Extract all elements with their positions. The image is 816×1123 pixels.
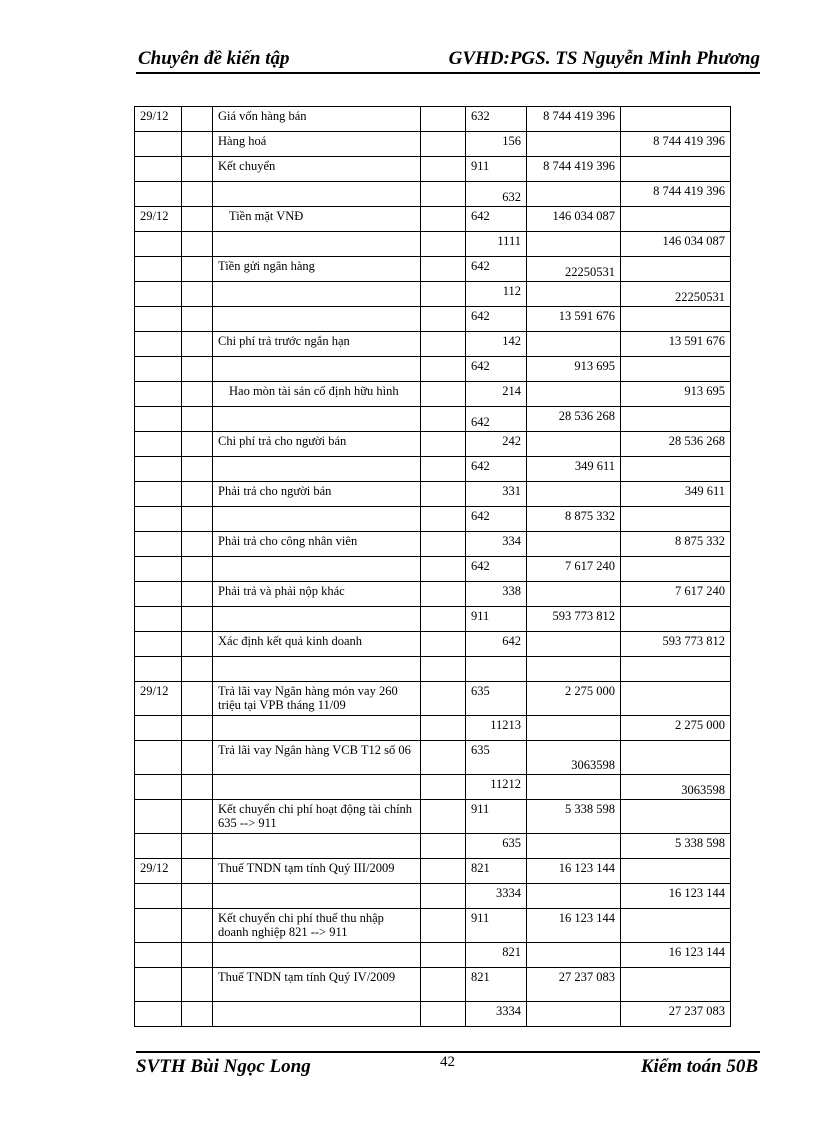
- description-cell: Thuế TNDN tạm tính Quý IV/2009: [213, 968, 421, 1002]
- spacer-cell: [421, 1002, 466, 1027]
- table-row: [135, 775, 731, 800]
- credit-cell: 913 695: [621, 382, 731, 407]
- account-cell: 642: [466, 307, 527, 332]
- debit-cell: 22250531: [527, 257, 621, 282]
- mark-cell: [182, 457, 213, 482]
- credit-cell: [621, 357, 731, 382]
- table-row: [135, 607, 731, 632]
- header-rule: [136, 72, 760, 74]
- account-cell: 11213: [466, 716, 527, 741]
- table-row: [135, 257, 731, 282]
- date-cell: [135, 943, 182, 968]
- credit-cell: [621, 557, 731, 582]
- credit-cell: [621, 107, 731, 132]
- debit-cell: 13 591 676: [527, 307, 621, 332]
- account-cell: 642: [466, 557, 527, 582]
- mark-cell: [182, 307, 213, 332]
- date-cell: [135, 507, 182, 532]
- spacer-cell: [421, 741, 466, 775]
- account-cell: 642: [466, 457, 527, 482]
- table-row: [135, 582, 731, 607]
- mark-cell: [182, 282, 213, 307]
- debit-cell: [527, 716, 621, 741]
- description-cell: [213, 657, 421, 682]
- table-row: [135, 532, 731, 557]
- credit-cell: 2 275 000: [621, 716, 731, 741]
- debit-cell: [527, 432, 621, 457]
- account-cell: 911: [466, 157, 527, 182]
- date-cell: [135, 232, 182, 257]
- spacer-cell: [421, 834, 466, 859]
- credit-cell: 593 773 812: [621, 632, 731, 657]
- description-cell: Phải trả cho người bán: [213, 482, 421, 507]
- date-cell: [135, 775, 182, 800]
- account-cell: 821: [466, 859, 527, 884]
- table-row: [135, 716, 731, 741]
- mark-cell: [182, 107, 213, 132]
- table-row: [135, 859, 731, 884]
- mark-cell: [182, 775, 213, 800]
- debit-cell: [527, 382, 621, 407]
- debit-cell: [527, 1002, 621, 1027]
- credit-cell: 146 034 087: [621, 232, 731, 257]
- account-cell: 635: [466, 834, 527, 859]
- spacer-cell: [421, 157, 466, 182]
- date-cell: [135, 632, 182, 657]
- credit-cell: 7 617 240: [621, 582, 731, 607]
- account-cell: 642: [466, 257, 527, 282]
- account-cell: 632: [466, 182, 527, 207]
- description-cell: [213, 775, 421, 800]
- spacer-cell: [421, 909, 466, 943]
- date-cell: [135, 182, 182, 207]
- spacer-cell: [421, 357, 466, 382]
- header-advisor: GVHD:PGS. TS Nguyễn Minh Phương: [448, 48, 760, 69]
- account-cell: 635: [466, 741, 527, 775]
- spacer-cell: [421, 382, 466, 407]
- date-cell: [135, 482, 182, 507]
- debit-cell: [527, 657, 621, 682]
- spacer-cell: [421, 800, 466, 834]
- debit-cell: 593 773 812: [527, 607, 621, 632]
- date-cell: [135, 716, 182, 741]
- spacer-cell: [421, 682, 466, 716]
- table-row: [135, 834, 731, 859]
- table-row: [135, 357, 731, 382]
- mark-cell: [182, 507, 213, 532]
- mark-cell: [182, 859, 213, 884]
- footer-student: SVTH Bùi Ngọc Long: [136, 1056, 311, 1077]
- table-row: [135, 132, 731, 157]
- description-cell: Hàng hoá: [213, 132, 421, 157]
- mark-cell: [182, 332, 213, 357]
- table-row: [135, 307, 731, 332]
- mark-cell: [182, 432, 213, 457]
- footer-class: Kiểm toán 50B: [640, 1056, 758, 1077]
- account-cell: 635: [466, 682, 527, 716]
- mark-cell: [182, 657, 213, 682]
- account-cell: 11212: [466, 775, 527, 800]
- credit-cell: [621, 507, 731, 532]
- date-cell: [135, 968, 182, 1002]
- table-row: [135, 507, 731, 532]
- credit-cell: 27 237 083: [621, 1002, 731, 1027]
- description-cell: [213, 507, 421, 532]
- spacer-cell: [421, 632, 466, 657]
- description-cell: [213, 182, 421, 207]
- mark-cell: [182, 968, 213, 1002]
- spacer-cell: [421, 132, 466, 157]
- table-row: [135, 482, 731, 507]
- table-row: [135, 232, 731, 257]
- spacer-cell: [421, 482, 466, 507]
- debit-cell: [527, 232, 621, 257]
- date-cell: [135, 307, 182, 332]
- mark-cell: [182, 207, 213, 232]
- table-row: [135, 682, 731, 716]
- credit-cell: 8 744 419 396: [621, 132, 731, 157]
- mark-cell: [182, 800, 213, 834]
- date-cell: [135, 1002, 182, 1027]
- credit-cell: 8 744 419 396: [621, 182, 731, 207]
- spacer-cell: [421, 775, 466, 800]
- account-cell: 1111: [466, 232, 527, 257]
- spacer-cell: [421, 182, 466, 207]
- description-cell: Kết chuyển chi phí hoạt động tài chính 635 --> 911: [213, 800, 421, 834]
- description-cell: [213, 232, 421, 257]
- table-row: [135, 207, 731, 232]
- debit-cell: 8 744 419 396: [527, 107, 621, 132]
- credit-cell: [621, 859, 731, 884]
- credit-cell: 349 611: [621, 482, 731, 507]
- date-cell: [135, 332, 182, 357]
- debit-cell: [527, 532, 621, 557]
- date-cell: [135, 257, 182, 282]
- spacer-cell: [421, 457, 466, 482]
- table-row: [135, 909, 731, 943]
- date-cell: [135, 532, 182, 557]
- spacer-cell: [421, 407, 466, 432]
- date-cell: [135, 741, 182, 775]
- account-cell: 911: [466, 909, 527, 943]
- debit-cell: [527, 775, 621, 800]
- spacer-cell: [421, 943, 466, 968]
- table-row: [135, 657, 731, 682]
- spacer-cell: [421, 307, 466, 332]
- mark-cell: [182, 157, 213, 182]
- table-row: [135, 107, 731, 132]
- spacer-cell: [421, 557, 466, 582]
- table-row: [135, 943, 731, 968]
- spacer-cell: [421, 582, 466, 607]
- description-cell: [213, 457, 421, 482]
- description-cell: [213, 943, 421, 968]
- date-cell: [135, 582, 182, 607]
- date-cell: [135, 157, 182, 182]
- debit-cell: 146 034 087: [527, 207, 621, 232]
- debit-cell: [527, 182, 621, 207]
- account-cell: [466, 657, 527, 682]
- date-cell: [135, 282, 182, 307]
- description-cell: [213, 357, 421, 382]
- table-row: [135, 800, 731, 834]
- mark-cell: [182, 716, 213, 741]
- debit-cell: [527, 834, 621, 859]
- date-cell: 29/12: [135, 682, 182, 716]
- mark-cell: [182, 132, 213, 157]
- debit-cell: [527, 282, 621, 307]
- table-row: [135, 741, 731, 775]
- debit-cell: 5 338 598: [527, 800, 621, 834]
- description-cell: Chi phí trả cho người bán: [213, 432, 421, 457]
- spacer-cell: [421, 532, 466, 557]
- account-cell: 911: [466, 800, 527, 834]
- date-cell: [135, 607, 182, 632]
- credit-cell: 16 123 144: [621, 884, 731, 909]
- table-row: [135, 884, 731, 909]
- date-cell: 29/12: [135, 859, 182, 884]
- credit-cell: 5 338 598: [621, 834, 731, 859]
- footer-rule: [136, 1051, 760, 1053]
- account-cell: 642: [466, 207, 527, 232]
- date-cell: [135, 657, 182, 682]
- mark-cell: [182, 382, 213, 407]
- spacer-cell: [421, 232, 466, 257]
- mark-cell: [182, 557, 213, 582]
- table-row: [135, 1002, 731, 1027]
- debit-cell: [527, 332, 621, 357]
- table-row: [135, 332, 731, 357]
- description-cell: Thuế TNDN tạm tính Quý III/2009: [213, 859, 421, 884]
- description-cell: Hao mòn tài sản cố định hữu hình: [213, 382, 421, 407]
- description-cell: Kết chuyển chi phí thuế thu nhập doanh nghiệp 821 --> 911: [213, 909, 421, 943]
- spacer-cell: [421, 432, 466, 457]
- date-cell: [135, 800, 182, 834]
- date-cell: [135, 457, 182, 482]
- credit-cell: [621, 682, 731, 716]
- account-cell: 338: [466, 582, 527, 607]
- credit-cell: [621, 741, 731, 775]
- table-row: [135, 382, 731, 407]
- spacer-cell: [421, 207, 466, 232]
- table-row: [135, 407, 731, 432]
- date-cell: [135, 382, 182, 407]
- ledger-table: [134, 106, 731, 1027]
- description-cell: [213, 716, 421, 741]
- account-cell: 642: [466, 507, 527, 532]
- debit-cell: [527, 582, 621, 607]
- description-cell: Giá vốn hàng bán: [213, 107, 421, 132]
- mark-cell: [182, 232, 213, 257]
- page-number: 42: [440, 1054, 455, 1070]
- account-cell: 112: [466, 282, 527, 307]
- mark-cell: [182, 741, 213, 775]
- date-cell: [135, 132, 182, 157]
- debit-cell: 28 536 268: [527, 407, 621, 432]
- description-cell: Tiền gửi ngân hàng: [213, 257, 421, 282]
- mark-cell: [182, 182, 213, 207]
- description-cell: Xác định kết quả kinh doanh: [213, 632, 421, 657]
- account-cell: 214: [466, 382, 527, 407]
- spacer-cell: [421, 332, 466, 357]
- table-row: [135, 282, 731, 307]
- account-cell: 156: [466, 132, 527, 157]
- account-cell: 642: [466, 357, 527, 382]
- mark-cell: [182, 257, 213, 282]
- account-cell: 331: [466, 482, 527, 507]
- debit-cell: 349 611: [527, 457, 621, 482]
- account-cell: 821: [466, 943, 527, 968]
- description-cell: [213, 607, 421, 632]
- description-cell: [213, 282, 421, 307]
- table-row: [135, 632, 731, 657]
- mark-cell: [182, 1002, 213, 1027]
- spacer-cell: [421, 107, 466, 132]
- date-cell: [135, 357, 182, 382]
- credit-cell: 16 123 144: [621, 943, 731, 968]
- table-row: [135, 157, 731, 182]
- description-cell: Chi phí trả trước ngắn hạn: [213, 332, 421, 357]
- description-cell: [213, 1002, 421, 1027]
- credit-cell: [621, 909, 731, 943]
- spacer-cell: [421, 607, 466, 632]
- header-title: Chuyên đề kiến tập: [138, 48, 290, 69]
- debit-cell: 27 237 083: [527, 968, 621, 1002]
- mark-cell: [182, 607, 213, 632]
- debit-cell: [527, 943, 621, 968]
- spacer-cell: [421, 968, 466, 1002]
- credit-cell: [621, 407, 731, 432]
- credit-cell: [621, 307, 731, 332]
- credit-cell: [621, 800, 731, 834]
- table-row: [135, 432, 731, 457]
- debit-cell: 8 875 332: [527, 507, 621, 532]
- debit-cell: [527, 482, 621, 507]
- credit-cell: [621, 207, 731, 232]
- description-cell: Phải trả cho công nhân viên: [213, 532, 421, 557]
- account-cell: 632: [466, 107, 527, 132]
- mark-cell: [182, 632, 213, 657]
- date-cell: [135, 884, 182, 909]
- description-cell: [213, 557, 421, 582]
- credit-cell: [621, 607, 731, 632]
- account-cell: 911: [466, 607, 527, 632]
- mark-cell: [182, 909, 213, 943]
- spacer-cell: [421, 716, 466, 741]
- account-cell: 642: [466, 407, 527, 432]
- date-cell: [135, 407, 182, 432]
- table-row: [135, 968, 731, 1002]
- date-cell: [135, 909, 182, 943]
- date-cell: [135, 557, 182, 582]
- mark-cell: [182, 943, 213, 968]
- table-row: [135, 557, 731, 582]
- account-cell: 242: [466, 432, 527, 457]
- mark-cell: [182, 482, 213, 507]
- spacer-cell: [421, 657, 466, 682]
- mark-cell: [182, 407, 213, 432]
- date-cell: [135, 432, 182, 457]
- description-cell: Trả lãi vay Ngân hàng món vay 260 triệu tại VPB tháng 11/09: [213, 682, 421, 716]
- credit-cell: [621, 968, 731, 1002]
- debit-cell: [527, 132, 621, 157]
- account-cell: 142: [466, 332, 527, 357]
- spacer-cell: [421, 507, 466, 532]
- credit-cell: [621, 657, 731, 682]
- description-cell: Kết chuyển: [213, 157, 421, 182]
- mark-cell: [182, 682, 213, 716]
- credit-cell: 3063598: [621, 775, 731, 800]
- date-cell: 29/12: [135, 107, 182, 132]
- mark-cell: [182, 582, 213, 607]
- description-cell: Phải trả và phải nộp khác: [213, 582, 421, 607]
- credit-cell: [621, 457, 731, 482]
- debit-cell: [527, 632, 621, 657]
- mark-cell: [182, 357, 213, 382]
- debit-cell: 913 695: [527, 357, 621, 382]
- mark-cell: [182, 834, 213, 859]
- date-cell: [135, 834, 182, 859]
- description-cell: [213, 884, 421, 909]
- debit-cell: 7 617 240: [527, 557, 621, 582]
- mark-cell: [182, 532, 213, 557]
- debit-cell: 16 123 144: [527, 909, 621, 943]
- account-cell: 642: [466, 632, 527, 657]
- credit-cell: [621, 257, 731, 282]
- description-cell: Trả lãi vay Ngân hàng VCB T12 số 06: [213, 741, 421, 775]
- spacer-cell: [421, 257, 466, 282]
- spacer-cell: [421, 859, 466, 884]
- debit-cell: 2 275 000: [527, 682, 621, 716]
- debit-cell: [527, 884, 621, 909]
- description-cell: Tiền mặt VNĐ: [213, 207, 421, 232]
- mark-cell: [182, 884, 213, 909]
- spacer-cell: [421, 884, 466, 909]
- account-cell: 3334: [466, 884, 527, 909]
- account-cell: 334: [466, 532, 527, 557]
- credit-cell: [621, 157, 731, 182]
- description-cell: [213, 407, 421, 432]
- date-cell: 29/12: [135, 207, 182, 232]
- table-row: [135, 457, 731, 482]
- description-cell: [213, 307, 421, 332]
- credit-cell: 8 875 332: [621, 532, 731, 557]
- account-cell: 821: [466, 968, 527, 1002]
- description-cell: [213, 834, 421, 859]
- debit-cell: 8 744 419 396: [527, 157, 621, 182]
- credit-cell: 22250531: [621, 282, 731, 307]
- table-row: [135, 182, 731, 207]
- debit-cell: 3063598: [527, 741, 621, 775]
- debit-cell: 16 123 144: [527, 859, 621, 884]
- account-cell: 3334: [466, 1002, 527, 1027]
- spacer-cell: [421, 282, 466, 307]
- credit-cell: 28 536 268: [621, 432, 731, 457]
- credit-cell: 13 591 676: [621, 332, 731, 357]
